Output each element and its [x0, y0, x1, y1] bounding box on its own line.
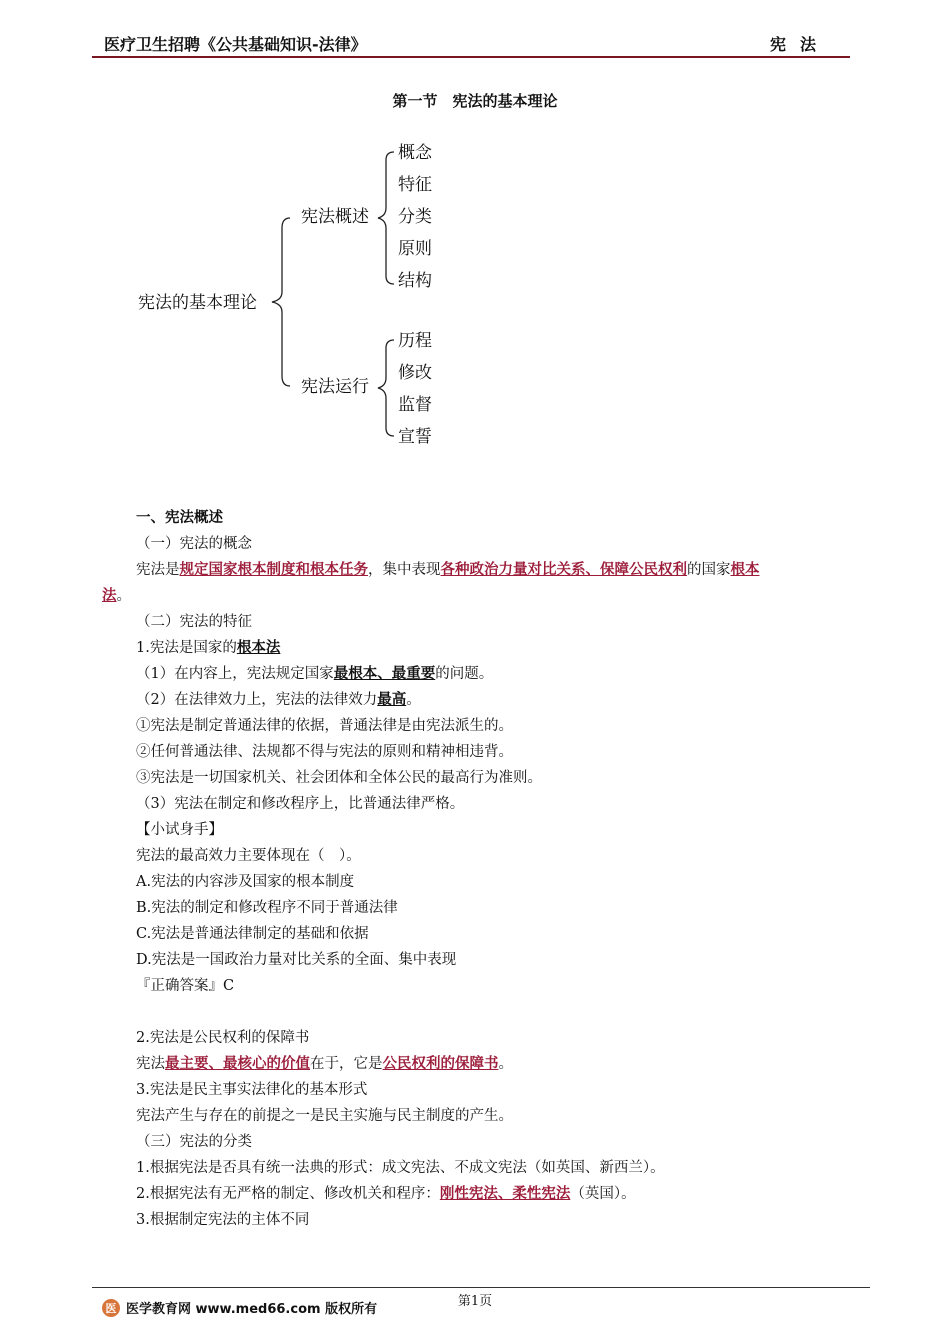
heading-overview: 一、宪法概述 [136, 510, 223, 526]
classification-1: 1.根据宪法是否具有统一法典的形式：成文宪法、不成文宪法（如英国、新西兰）。 [136, 1160, 665, 1176]
tree-leaf: 特征 [398, 175, 432, 195]
feature-1-item-3: （3）宪法在制定和修改程序上，比普通法律严格。 [136, 796, 465, 812]
quiz-option: B.宪法的制定和修改程序不同于普通法律 [136, 900, 398, 916]
quiz-option: A.宪法的内容涉及国家的根本制度 [136, 874, 355, 890]
tree-leaf: 监督 [398, 395, 432, 415]
tree-branch-label: 宪法运行 [301, 377, 369, 397]
feature-1-item-2: （2）在法律效力上，宪法的法律效力最高。 [136, 691, 421, 708]
page-number: 第1页 [457, 1294, 493, 1309]
feature-3-paragraph: 宪法产生与存在的前提之一是民主实施与民主制度的产生。 [136, 1108, 513, 1124]
circled-item: ①宪法是制定普通法律的依据，普通法律是由宪法派生的。 [136, 718, 513, 734]
footer-divider [92, 1287, 870, 1288]
feature-3: 3.宪法是民主事实法律化的基本形式 [136, 1082, 368, 1098]
concept-tree-diagram [0, 0, 950, 470]
feature-1: 1.宪法是国家的根本法 [136, 639, 281, 656]
definition-paragraph-cont: 法。 [102, 587, 131, 604]
highlight: 根本 [730, 561, 760, 578]
quiz-answer: 『正确答案』C [136, 978, 235, 994]
tree-leaf: 结构 [398, 271, 432, 291]
quiz-question: 宪法的最高效力主要体现在（ ）。 [136, 848, 361, 864]
circled-item: ③宪法是一切国家机关、社会团体和全体公民的最高行为准则。 [136, 770, 542, 786]
circled-item: ②任何普通法律、法规都不得与宪法的原则和精神相违背。 [136, 744, 513, 760]
tree-root: 宪法的基本理论 [138, 293, 257, 313]
feature-2-paragraph: 宪法最主要、最核心的价值在于，它是公民权利的保障书。 [136, 1055, 513, 1072]
classification-3: 3.根据制定宪法的主体不同 [136, 1212, 310, 1228]
underline-term: 最根本、最重要 [333, 665, 436, 682]
underline-term: 最高 [377, 691, 407, 708]
highlight: 规定国家根本制度和根本任务 [179, 561, 368, 578]
med66-logo-icon: 医 [102, 1299, 120, 1317]
section-title: 第一节 宪法的基本理论 [392, 92, 558, 110]
classification-2: 2.根据宪法有无严格的制定、修改机关和程序：刚性宪法、柔性宪法（英国）。 [136, 1185, 636, 1202]
highlight: 公民权利的保障书 [382, 1055, 499, 1072]
feature-2: 2.宪法是公民权利的保障书 [136, 1030, 310, 1046]
underline-term: 根本法 [236, 639, 281, 656]
quiz-option: C.宪法是普通法律制定的基础和依据 [136, 926, 369, 942]
subheading-concept: （一）宪法的概念 [136, 536, 252, 552]
highlight: 各种政治力量对比关系、保障公民权利 [440, 561, 687, 578]
feature-1-item-1: （1）在内容上，宪法规定国家最根本、最重要的问题。 [136, 665, 494, 682]
branch-brace-1 [378, 152, 394, 284]
quiz-title: 【小试身手】 [136, 822, 223, 838]
header-chapter: 宪法 [769, 35, 830, 54]
tree-leaf: 修改 [398, 363, 432, 383]
root-brace [272, 218, 290, 386]
subheading-features: （二）宪法的特征 [136, 614, 252, 630]
branch-brace-2 [378, 340, 394, 436]
highlight: 法 [102, 587, 117, 604]
footer-brand [102, 1298, 377, 1317]
header-doc-title: 医疗卫生招聘《公共基础知识-法律》 [104, 35, 367, 54]
tree-leaf: 宣誓 [398, 427, 432, 447]
tree-leaf: 原则 [398, 239, 432, 259]
tree-leaf: 概念 [398, 143, 432, 163]
footer-copyright: 医学教育网 www.med66.com 版权所有 [126, 1302, 378, 1317]
definition-paragraph: 宪法是规定国家根本制度和根本任务，集中表现各种政治力量对比关系、保障公民权利的国家根本 [136, 561, 760, 578]
tree-leaf: 分类 [398, 207, 432, 227]
subheading-classification: （三）宪法的分类 [136, 1134, 252, 1150]
tree-leaf: 历程 [398, 331, 432, 351]
tree-branch-label: 宪法概述 [301, 207, 369, 227]
highlight: 最主要、最核心的价值 [165, 1055, 310, 1072]
quiz-option: D.宪法是一国政治力量对比关系的全面、集中表现 [136, 952, 457, 968]
highlight: 刚性宪法、柔性宪法 [439, 1185, 571, 1202]
